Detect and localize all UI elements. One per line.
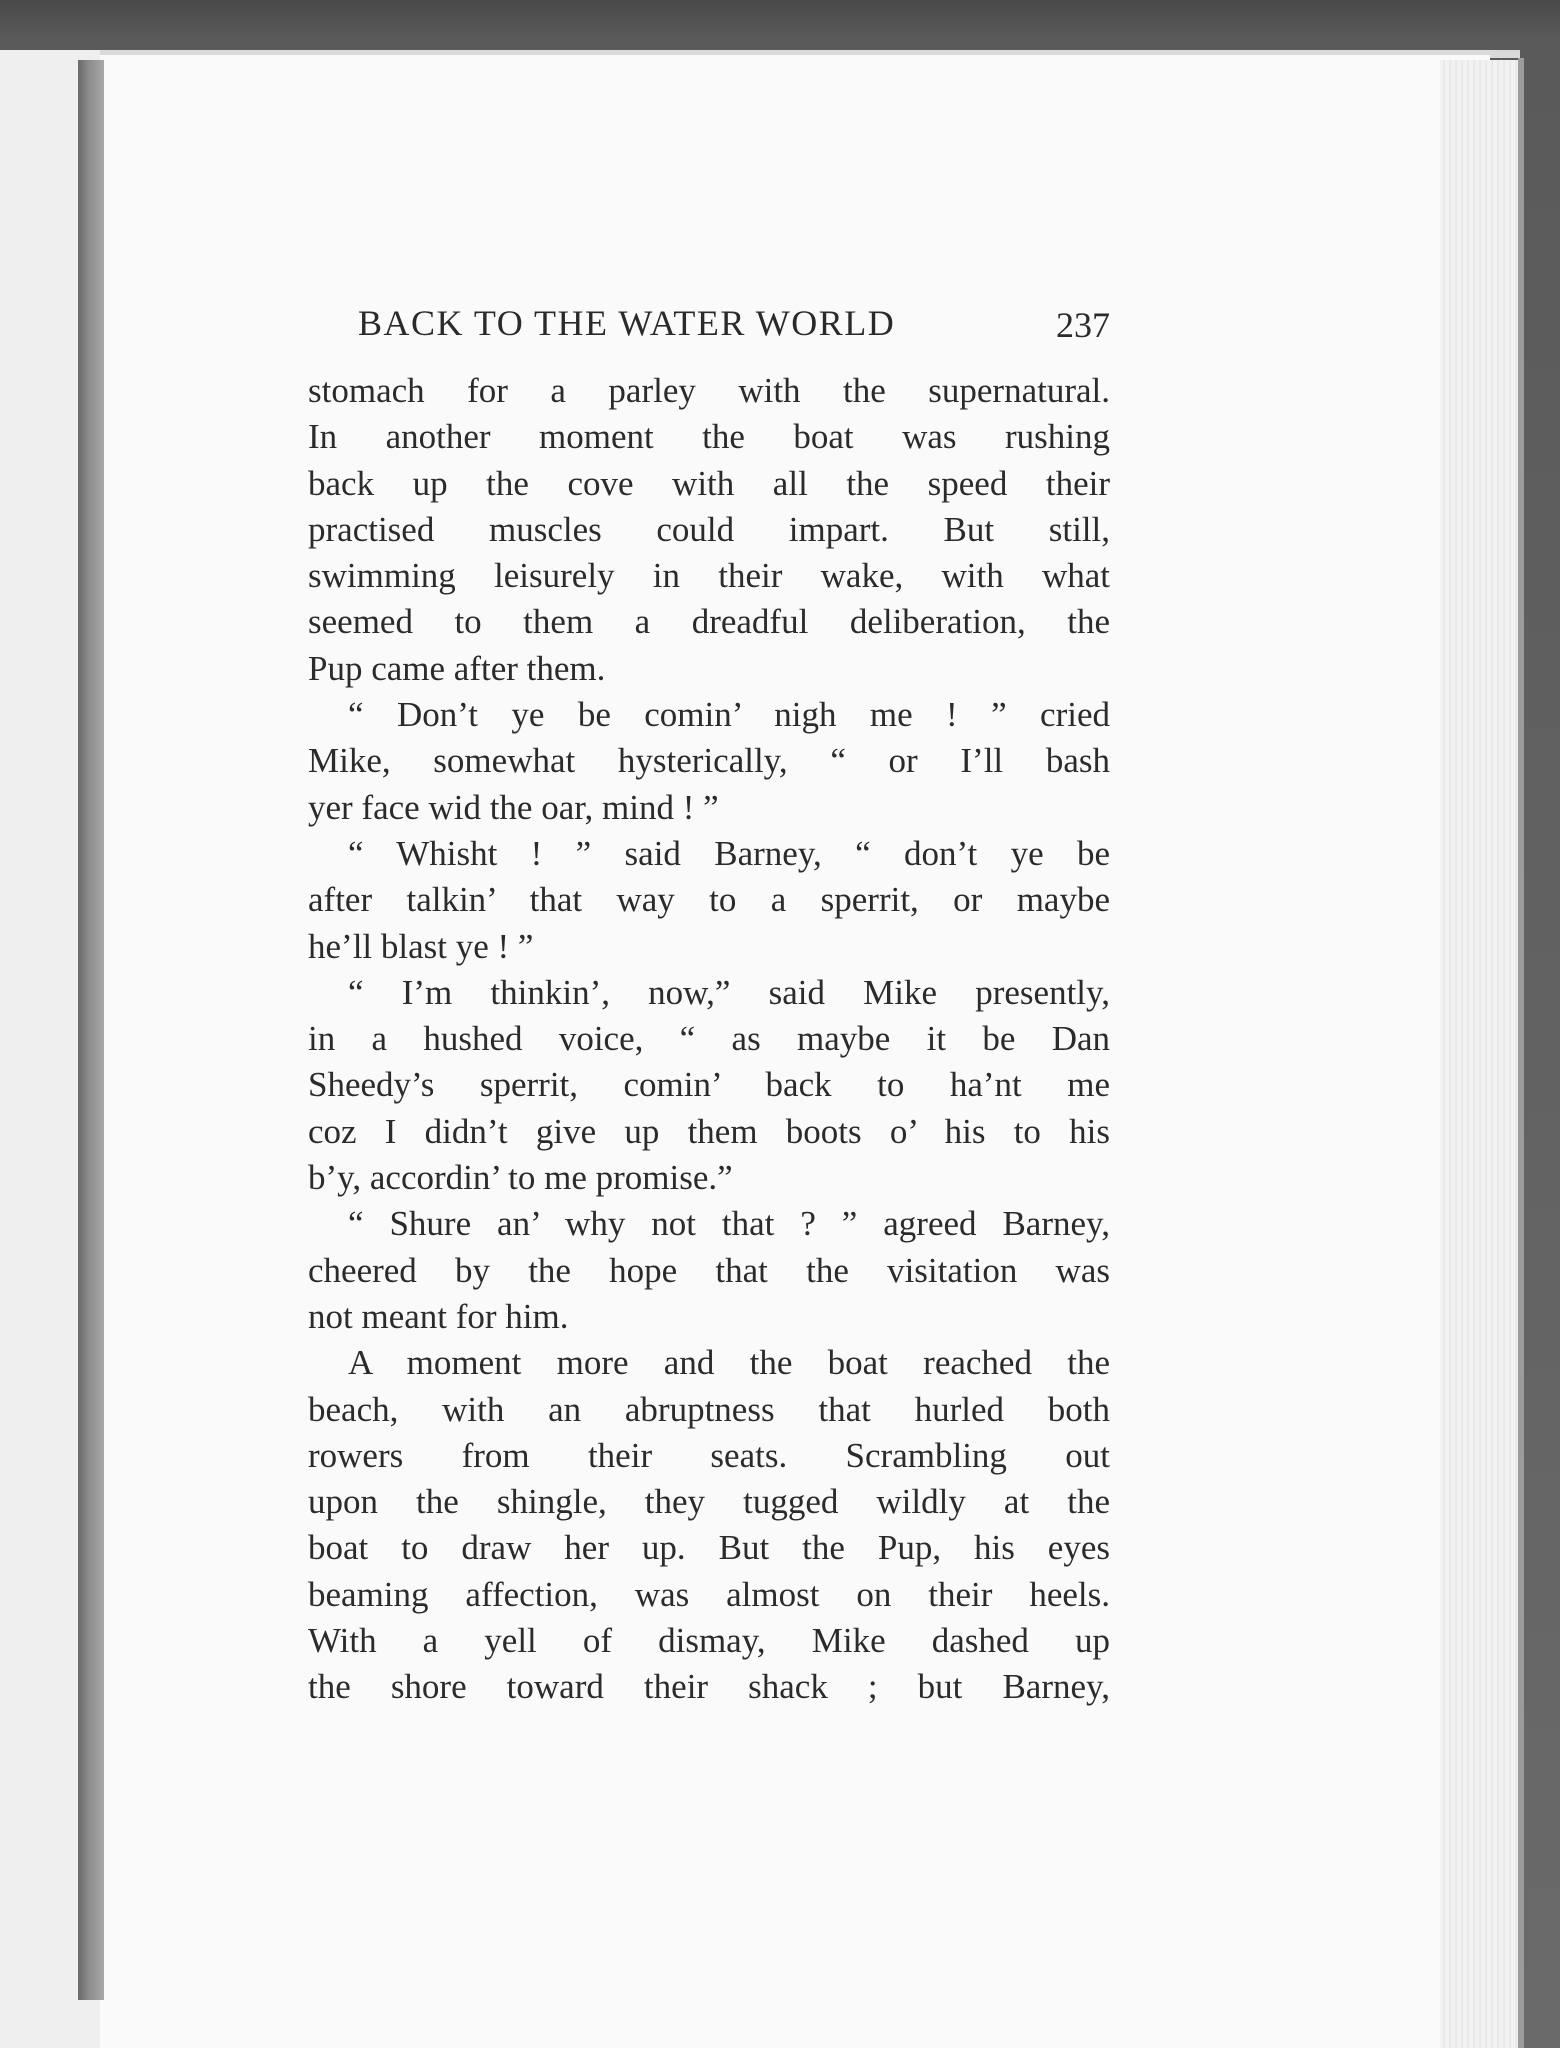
page-stack-edges (1440, 60, 1518, 2048)
gutter-shadow (78, 60, 104, 2000)
text-line: in a hushed voice, “ as maybe it be Dan (308, 1019, 1110, 1059)
body-text (308, 368, 1110, 1711)
text-line: Mike, somewhat hysterically, “ or I’ll bash (308, 741, 1110, 781)
text-line: A moment more and the boat reached the (348, 1343, 1110, 1383)
text-line: beaming affection, was almost on their heels. (308, 1574, 1110, 1614)
text-line: boat to draw her up. But the Pup, his eyes (308, 1528, 1110, 1568)
text-line: practised muscles could impart. But still, (308, 509, 1110, 549)
text-line: he’ll blast ye ! ” (308, 926, 534, 966)
page-stack-outer-edge (1518, 58, 1524, 2048)
text-line: rowers from their seats. Scrambling out (308, 1435, 1110, 1475)
page-header (358, 290, 1110, 350)
text-line: “ I’m thinkin’, now,” said Mike presently, (348, 972, 1110, 1012)
text-line: “ Don’t ye be comin’ nigh me ! ” cried (348, 695, 1110, 735)
running-head: BACK TO THE WATER WORLD (358, 303, 896, 343)
text-line: yer face wid the oar, mind ! ” (308, 787, 719, 827)
text-line: Sheedy’s sperrit, comin’ back to ha’nt me (308, 1065, 1110, 1105)
text-line: cheered by the hope that the visitation was (308, 1250, 1110, 1290)
text-line: Pup came after them. (308, 648, 606, 688)
text-line: not meant for him. (308, 1296, 569, 1336)
text-line: the shore toward their shack ; but Barney, (308, 1667, 1110, 1707)
text-line: “ Whisht ! ” said Barney, “ don’t ye be (348, 833, 1110, 873)
text-line: “ Shure an’ why not that ? ” agreed Barney, (348, 1204, 1110, 1244)
text-line: swimming leisurely in their wake, with what (308, 556, 1110, 596)
text-line: upon the shingle, they tugged wildly at the (308, 1482, 1110, 1522)
text-line: stomach for a parley with the supernatural. (308, 371, 1110, 410)
text-line: back up the cove with all the speed their (308, 463, 1110, 503)
text-line: In another moment the boat was rushing (308, 417, 1110, 457)
text-line: seemed to them a dreadful deliberation, the (308, 602, 1110, 642)
text-line: b’y, accordin’ to me promise.” (308, 1158, 733, 1198)
text-line: With a yell of dismay, Mike dashed up (308, 1621, 1110, 1661)
page-number: 237 (1056, 305, 1110, 345)
text-line: beach, with an abruptness that hurled both (308, 1389, 1110, 1429)
text-line: after talkin’ that way to a sperrit, or maybe (308, 880, 1110, 920)
text-line: coz I didn’t give up them boots o’ his to his (308, 1111, 1110, 1151)
